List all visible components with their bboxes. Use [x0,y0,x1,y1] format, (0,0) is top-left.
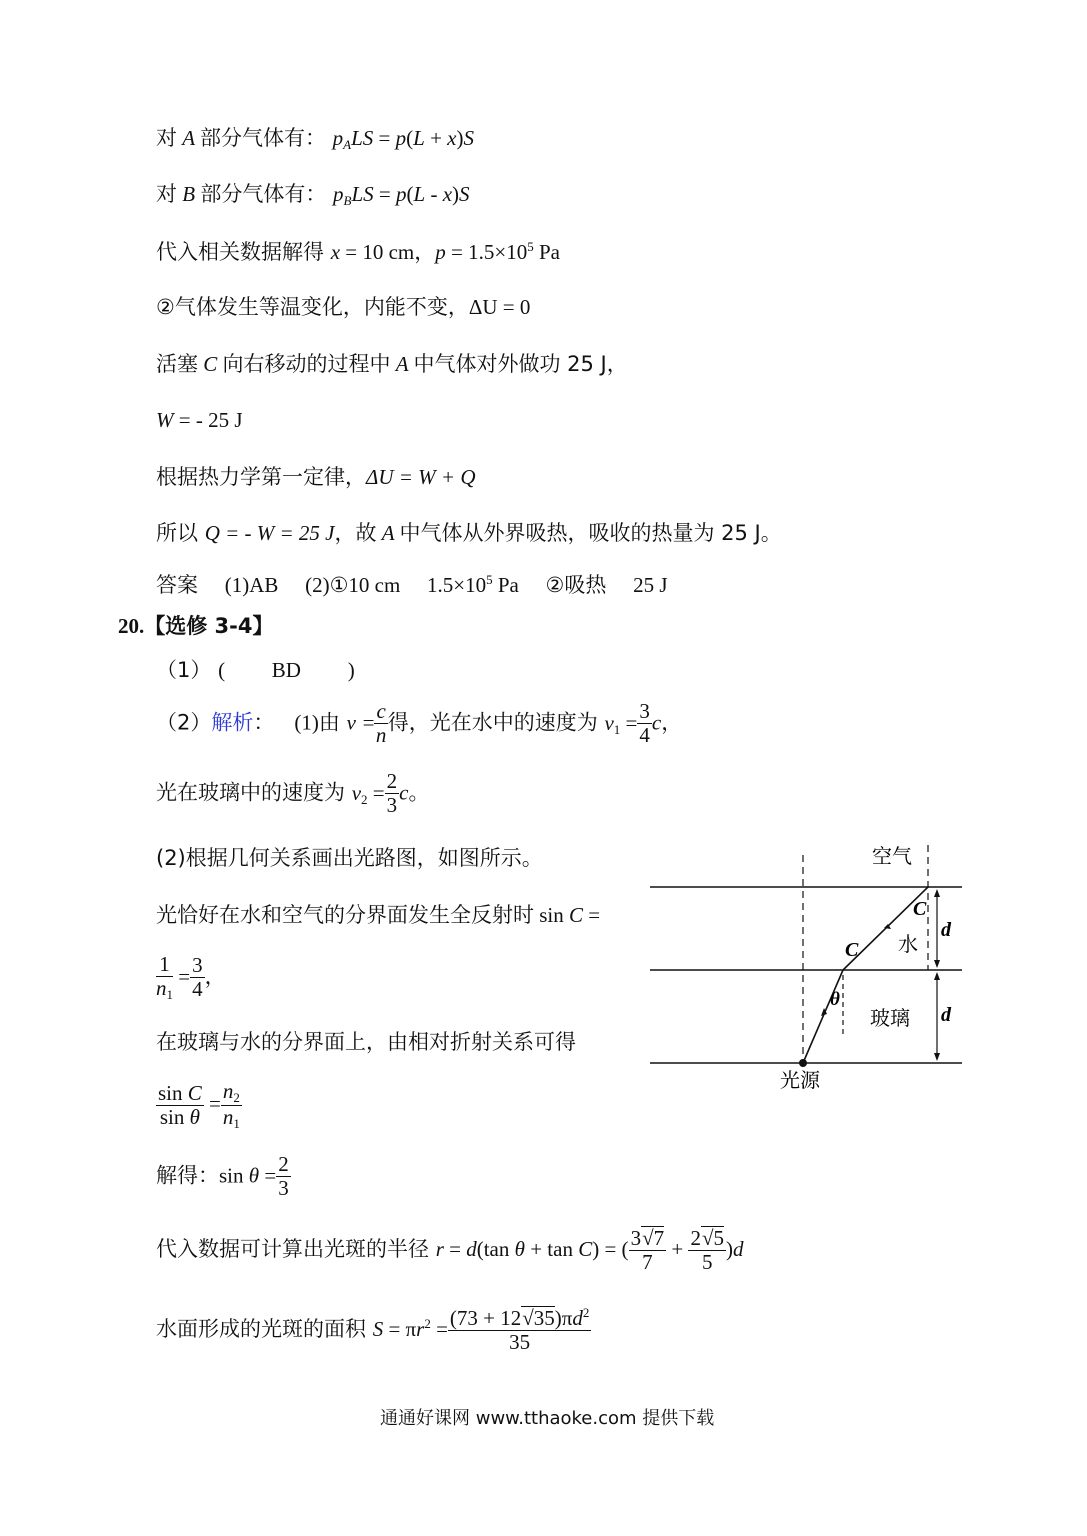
line-a-gas: 对 A 部分气体有： $p_ALS = p(L + x)S$ [156,126,474,152]
q20-total-reflection: 光恰好在水和空气的分界面发生全反射时 sin C = [156,903,601,927]
q20-part2-speed-water: （2）解析： (1)由 v = $\frac{c}{n}$ 得，光在水中的速度为 $v_1$ = $\frac{3}{4}$ c， [156,699,683,748]
q20-interface-text: 在玻璃与水的分界面上，由相对折射关系可得 [156,1030,576,1054]
q20-area: 水面形成的光斑的面积 $S = \pi r^2$ = $\frac{(73 + 12√35)\pi d^2}{35}$ [156,1305,590,1355]
light-source-dot [799,1059,807,1067]
q20-sinc-value: $\frac{1}{n_1}$ = $\frac{3}{4}$ ， [156,952,226,1003]
q20-speed-glass: 光在玻璃中的速度为 $v_2$ = $\frac{2}{3}$ c。 [156,769,430,818]
line-answer: 答案 (1)AB (2)①10 cm $1.5\times 10^5$ Pa ②吸热 25 J [156,572,668,597]
page-footer: 通通好课网 www.tthaoke.com 提供下载 [380,1408,715,1429]
label-water: 水 [898,932,918,956]
q20-solve-theta: 解得：sin θ = $\frac{2}{3}$ [156,1152,289,1201]
line-piston: 活塞 C 向右移动的过程中 A 中气体对外做功 25 J， [156,352,628,376]
question-20-heading: 20.【选修 3-4】 [118,614,274,638]
label-angle-c-top: C [913,898,927,920]
label-source: 光源 [780,1068,820,1092]
line-first-law: 根据热力学第一定律，ΔU = W + Q [156,465,476,489]
q20-snell-relation: $\frac{\text{sin C}}{\text{sin θ}}$ = $\frac{n_2}{n_1}$ [158,1079,240,1132]
label-angle-theta: θ [830,989,840,1010]
ray-in-glass [803,970,843,1063]
q20-path-text: (2)根据几何关系画出光路图，如图所示。 [156,846,543,870]
line-b-gas: 对 B 部分气体有： $p_BLS = p(L - x)S$ [156,182,470,208]
q20-part1: （1） ( BD ) [156,658,355,682]
line-heat: 所以 Q = - W = 25 J，故 A 中气体从外界吸热，吸收的热量为 25 J。 [156,521,782,545]
label-depth-glass: d [941,1004,951,1026]
light-path-diagram [640,835,970,1095]
label-air: 空气 [872,844,912,868]
label-glass: 玻璃 [870,1006,910,1030]
label-angle-c-mid: C [845,939,859,961]
line-work: W = - 25 J [156,408,243,432]
q20-radius: 代入数据可计算出光斑的半径 r = d(tan θ + tan C) = ( $\frac{3√7}{7}$ + $\frac{2√5}{5}$ )d [156,1226,744,1275]
label-depth-water: d [941,919,951,941]
line-isothermal: ②气体发生等温变化，内能不变，ΔU = 0 [156,295,531,319]
line-solve: 代入相关数据解得 x = 10 cm，$p = 1.5\times 10^5$ Pa [156,239,560,264]
